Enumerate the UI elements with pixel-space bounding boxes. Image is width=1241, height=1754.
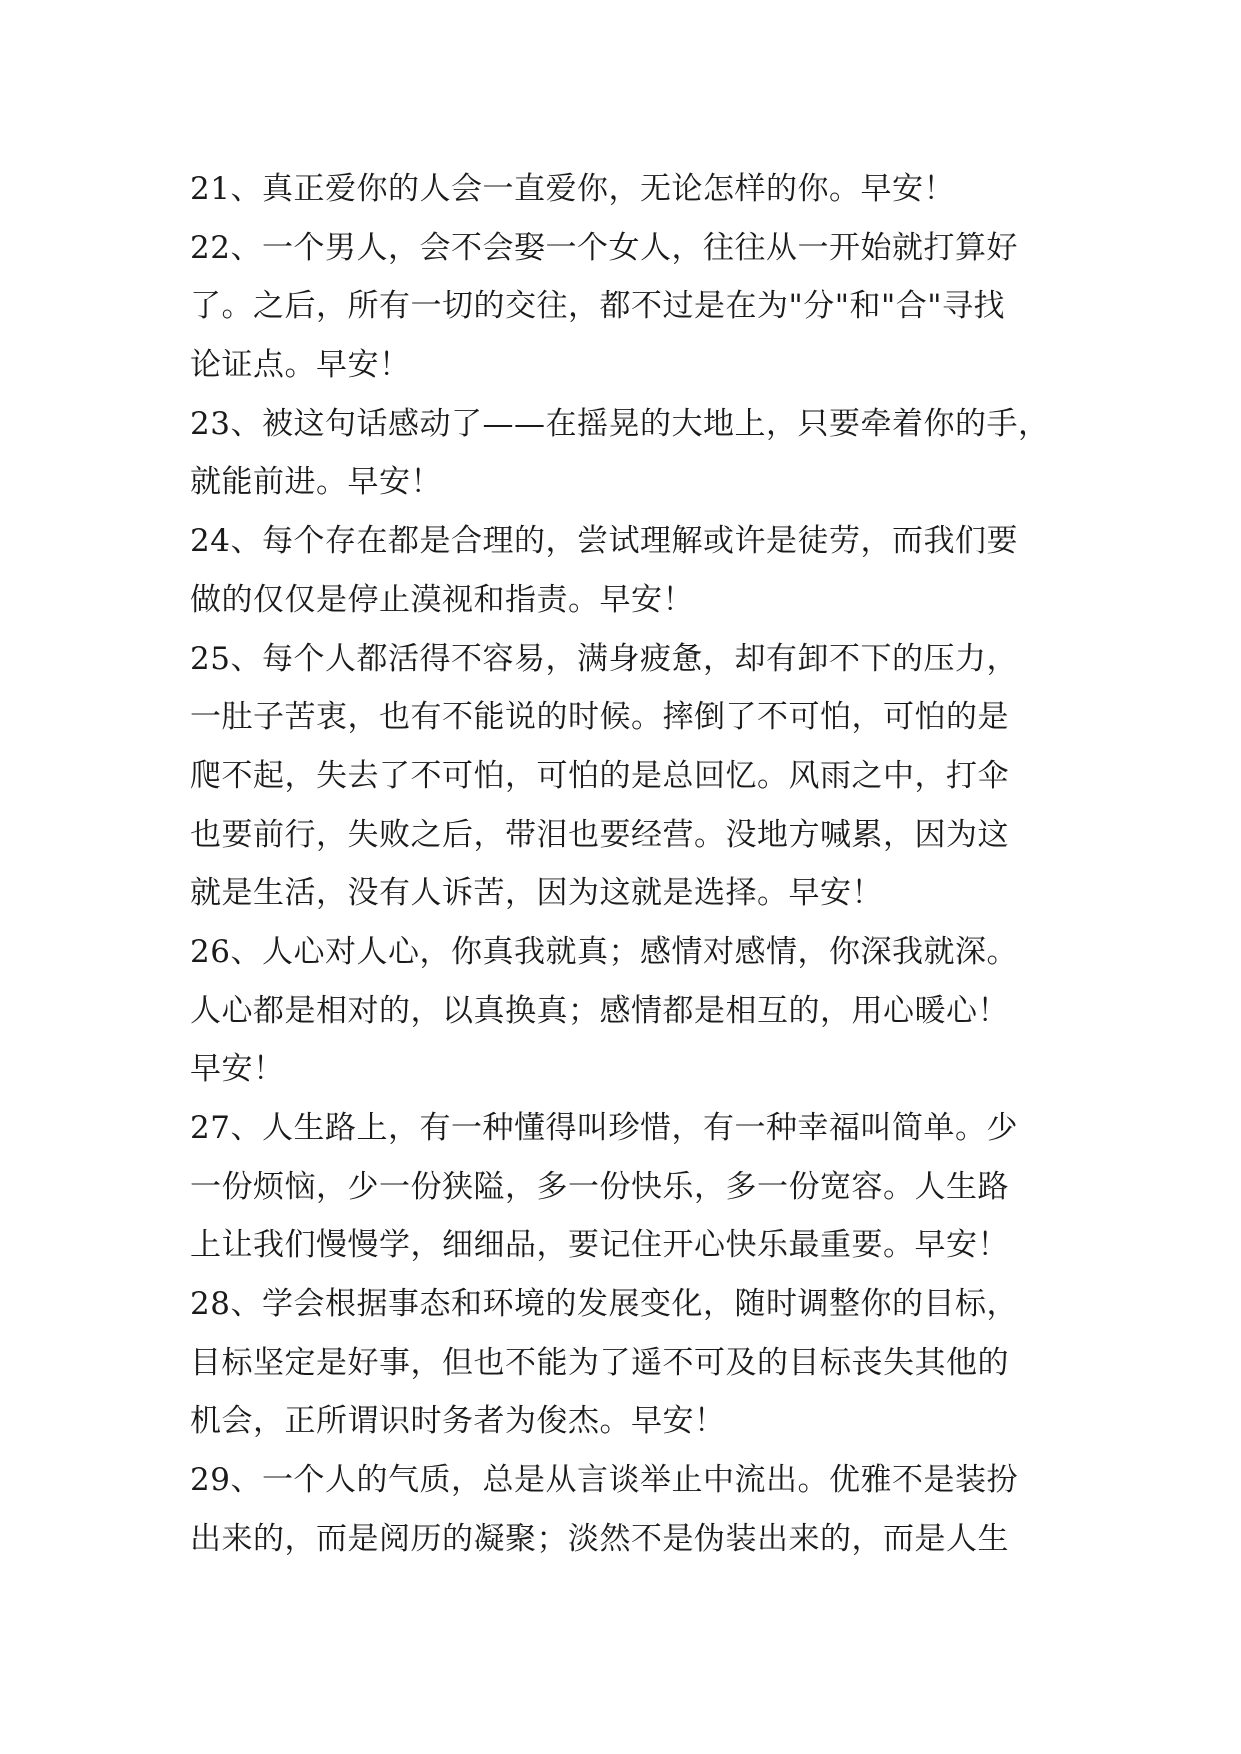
text-line: 一份烦恼，少一份狭隘，多一份快乐，多一份宽容。人生路 — [190, 1168, 1009, 1205]
text-line: 28、学会根据事态和环境的发展变化，随时调整你的目标， — [190, 1286, 1018, 1323]
text-line: 一肚子苦衷，也有不能说的时候。摔倒了不可怕，可怕的是 — [190, 699, 1009, 736]
text-line: 机会，正所谓识时务者为俊杰。早安！ — [190, 1403, 726, 1440]
text-line: 爬不起，失去了不可怕，可怕的是总回忆。风雨之中，打伞 — [190, 757, 1009, 794]
text-line: 论证点。早安！ — [190, 347, 411, 384]
text-line: 29、一个人的气质，总是从言谈举止中流出。优雅不是装扮 — [190, 1462, 1018, 1499]
text-line: 也要前行，失败之后，带泪也要经营。没地方喊累，因为这 — [190, 816, 1009, 853]
text-line: 人心都是相对的，以真换真；感情都是相互的，用心暖心！ — [190, 992, 1009, 1029]
text-line: 就是生活，没有人诉苦，因为这就是选择。早安！ — [190, 875, 883, 912]
text-line: 21、真正爱你的人会一直爱你，无论怎样的你。早安！ — [190, 171, 955, 207]
text-line: 做的仅仅是停止漠视和指责。早安！ — [190, 581, 694, 618]
text-line: 24、每个存在都是合理的，尝试理解或许是徒劳，而我们要 — [190, 523, 1018, 560]
text-line: 出来的，而是阅历的凝聚；淡然不是伪装出来的，而是人生 — [190, 1520, 1009, 1557]
text-line: 23、被这句话感动了——在摇晃的大地上，只要牵着你的手， — [190, 405, 1050, 442]
text-line: 26、人心对人心，你真我就真；感情对感情，你深我就深。 — [190, 933, 1018, 970]
text-line: 27、人生路上，有一种懂得叫珍惜，有一种幸福叫简单。少 — [190, 1110, 1018, 1146]
text-line: 25、每个人都活得不容易，满身疲惫，却有卸不下的压力， — [190, 640, 1018, 677]
text-line: 早安！ — [190, 1051, 285, 1088]
text-line: 就能前进。早安！ — [190, 464, 442, 501]
text-line: 目标坚定是好事，但也不能为了遥不可及的目标丧失其他的 — [190, 1344, 1009, 1381]
text-line: 22、一个男人，会不会娶一个女人，往往从一开始就打算好 — [190, 229, 1018, 266]
text-line: 了。之后，所有一切的交往，都不过是在为"分"和"合"寻找 — [190, 288, 1006, 325]
text-line: 上让我们慢慢学，细细品，要记住开心快乐最重要。早安！ — [190, 1227, 1009, 1264]
document-body — [190, 160, 1050, 1569]
